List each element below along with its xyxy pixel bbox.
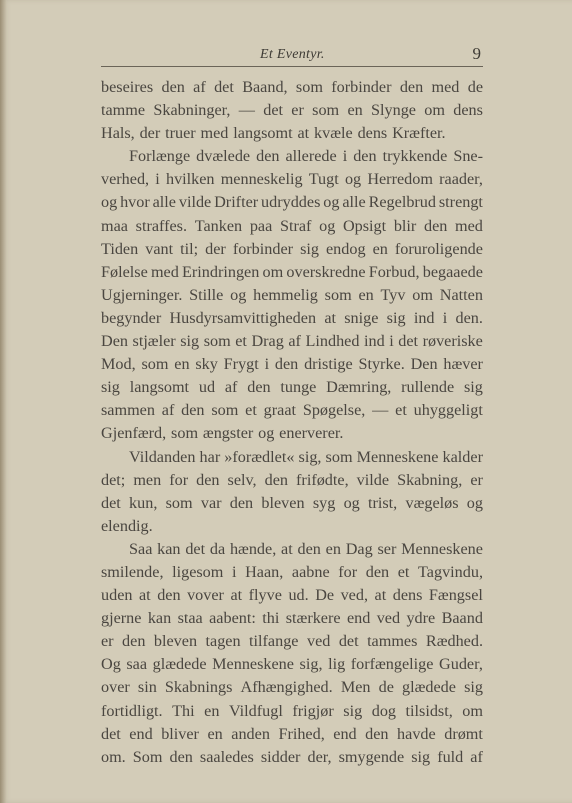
text-line: om. Som den saaledes sidder der, smygende sig fuld af bbox=[101, 747, 483, 766]
text-line: maa straffes. Tanken paa Straf og Opsigt blir den med bbox=[101, 216, 483, 235]
text-line: tamme Skabninger, — det er som en Slynge om dens bbox=[101, 101, 483, 120]
page-header bbox=[101, 44, 483, 67]
page-number: 9 bbox=[472, 44, 481, 63]
text-line: fortidligt. Thi en Vildfugl frigjør sig dog tilsidst, om bbox=[101, 701, 483, 720]
paragraph bbox=[101, 76, 483, 145]
text-line: Den stjæler sig som et Drag af Lindhed ind i det røveriske bbox=[101, 332, 483, 351]
text-line: det end bliver en anden Frihed, end den havde drømt bbox=[101, 724, 483, 743]
text-line: sig langsomt ud af den tunge Dæmring, rullende sig bbox=[101, 378, 483, 397]
text-line: Gjenfærd, som ængster og enerverer. bbox=[101, 424, 344, 443]
text-line: er den bleven tagen tilfange ved det tammes Rædhed. bbox=[101, 632, 483, 651]
text-line: Tiden vant til; der forbinder sig endog en foruroligende bbox=[101, 239, 483, 258]
paragraph bbox=[101, 145, 483, 445]
text-line: Og saa glædede Menneskene sig, lig forfængelige Guder, bbox=[101, 655, 483, 674]
text-line: og hvor alle vilde Drifter udryddes og alle Regelbrud strengt bbox=[101, 193, 483, 212]
text-line: verhed, i hvilken menneskelig Tugt og Herredom raader, bbox=[101, 170, 483, 189]
paragraph bbox=[101, 446, 483, 538]
text-line: det; men for den selv, den frifødte, vilde Skabning, er bbox=[101, 470, 483, 489]
text-line: beseires den af det Baand, som forbinder den med de bbox=[101, 78, 483, 96]
text-line: Vildanden har »forædlet« sig, som Menneskene kalder bbox=[129, 447, 483, 466]
text-line: elendig. bbox=[101, 516, 153, 535]
paragraph bbox=[101, 538, 483, 769]
text-line: over sin Skabnings Afhængighed. Men de glædede sig bbox=[101, 678, 483, 697]
running-title: Et Eventyr. bbox=[260, 47, 325, 62]
body-text bbox=[101, 76, 483, 769]
text-line: det kun, som var den bleven syg og trist, vægeløs og bbox=[101, 493, 483, 512]
text-line: begynder Husdyrsamvittigheden at snige sig ind i den. bbox=[101, 308, 483, 327]
text-line: Ugjerninger. Stille og hemmelig som en Tyv om Natten bbox=[101, 285, 483, 304]
text-line: sammen af den som et graat Spøgelse, — et uhyggeligt bbox=[101, 401, 483, 420]
text-line: Forlænge dvælede den allerede i den trykkende Sne- bbox=[129, 147, 483, 166]
text-line: Følelse med Erindringen om overskredne Forbud, begaaede bbox=[101, 262, 483, 281]
text-line: uden at den vover at flyve ud. De ved, at dens Fængsel bbox=[101, 586, 483, 605]
text-line: Hals, der truer med langsomt at kvæle dens Kræfter. bbox=[101, 124, 446, 143]
text-line: Mod, som en sky Frygt i den dristige Styrke. Den hæver bbox=[101, 355, 483, 374]
page-gutter-shadow bbox=[0, 0, 7, 803]
text-line: smilende, ligesom i Haan, aabne for den et Tagvindu, bbox=[101, 562, 483, 581]
text-line: Saa kan det da hænde, at den en Dag ser Menneskene bbox=[129, 539, 483, 558]
text-line: gjerne kan staa aabent: thi stærkere end ved ydre Baand bbox=[101, 609, 483, 628]
